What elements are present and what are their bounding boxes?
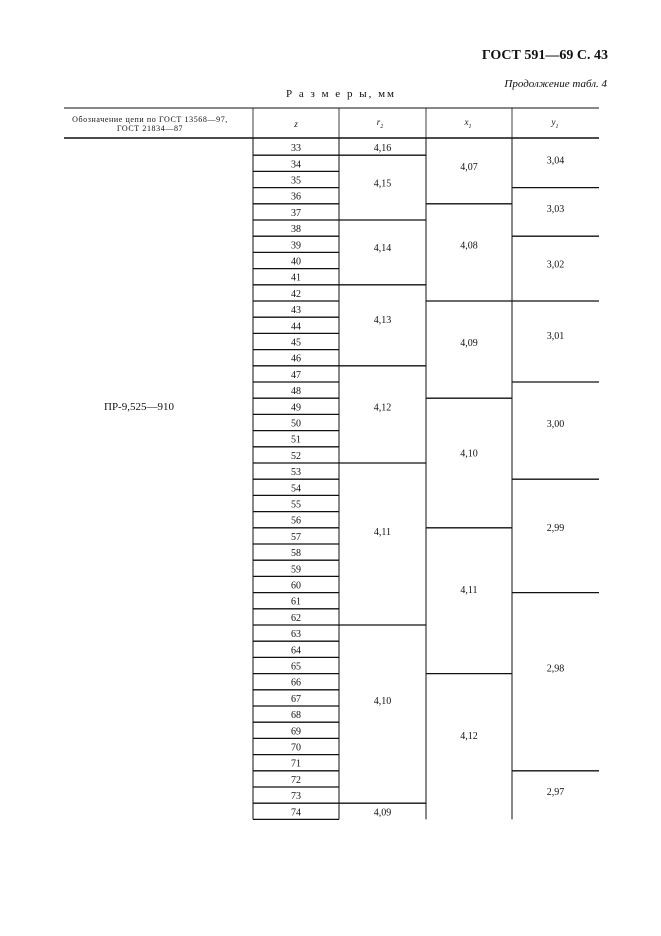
z-value: 54	[291, 483, 301, 495]
z-value: 38	[291, 224, 301, 236]
z-value: 55	[291, 499, 301, 511]
z-value: 41	[291, 272, 301, 284]
y1-value: 3,01	[546, 331, 565, 343]
z-value: 53	[291, 467, 301, 479]
z-value: 60	[291, 580, 301, 592]
z-value: 35	[291, 175, 301, 187]
r2-value: 4,12	[373, 402, 392, 414]
x1-value: 4,09	[460, 337, 478, 349]
z-value: 57	[291, 531, 301, 543]
z-value: 42	[291, 288, 301, 300]
z-value: 44	[291, 321, 301, 333]
col-header-z: z	[294, 119, 298, 129]
z-value: 39	[291, 240, 301, 252]
z-value: 36	[291, 191, 301, 203]
z-value: 43	[291, 305, 301, 317]
x1-value: 4,11	[460, 585, 478, 597]
z-value: 50	[291, 418, 301, 430]
z-value: 70	[291, 742, 301, 754]
gost-page-header: ГОСТ 591—69 С. 43	[481, 48, 608, 63]
y1-value: 2,98	[546, 663, 565, 675]
table-cells	[291, 143, 564, 818]
z-value: 59	[291, 564, 301, 576]
z-value: 40	[291, 256, 301, 268]
col-header-y1: $y_1$	[551, 117, 559, 130]
r2-value: 4,16	[373, 143, 392, 155]
col-header-designation-line2: ГОСТ 21834—87	[116, 124, 184, 133]
z-value: 67	[291, 693, 301, 705]
z-value: 48	[291, 386, 301, 398]
r2-value: 4,14	[373, 243, 392, 255]
chain-designation: ПР-9,525—910	[104, 401, 174, 413]
col-header-r2: $r_2$	[376, 117, 384, 130]
r2-value: 4,11	[373, 527, 392, 539]
z-value: 71	[291, 758, 301, 770]
y1-value: 2,97	[546, 787, 565, 799]
z-value: 45	[291, 337, 301, 349]
table-continuation-note: Продолжение табл. 4	[504, 78, 607, 90]
y1-value: 2,99	[546, 522, 565, 534]
z-value: 33	[291, 143, 301, 155]
z-value: 47	[291, 369, 301, 381]
col-header-designation-line1: Обозначение цепи по ГОСТ 13568—97,	[72, 115, 228, 124]
z-value: 34	[291, 159, 301, 171]
x1-value: 4,12	[460, 730, 478, 742]
z-value: 73	[291, 791, 301, 803]
z-value: 56	[291, 515, 301, 527]
table-column-headers	[72, 115, 558, 133]
z-value: 62	[291, 612, 301, 624]
z-value: 66	[291, 677, 301, 689]
x1-value: 4,07	[460, 162, 478, 174]
y1-value: 3,03	[546, 204, 565, 216]
z-value: 74	[291, 807, 301, 819]
z-value: 61	[291, 596, 301, 608]
z-value: 46	[291, 353, 301, 365]
table-grid	[64, 108, 599, 819]
z-value: 51	[291, 434, 301, 446]
r2-value: 4,10	[373, 695, 392, 707]
r2-value: 4,15	[373, 178, 392, 190]
z-value: 63	[291, 629, 301, 641]
z-value: 52	[291, 450, 301, 462]
x1-value: 4,10	[460, 448, 478, 460]
z-value: 68	[291, 710, 301, 722]
z-value: 65	[291, 661, 301, 673]
z-value: 37	[291, 207, 301, 219]
y1-value: 3,04	[546, 155, 565, 167]
y1-value: 3,02	[546, 259, 565, 271]
y1-value: 3,00	[546, 418, 565, 430]
z-value: 69	[291, 726, 301, 738]
x1-value: 4,08	[460, 240, 478, 252]
z-value: 64	[291, 645, 301, 657]
z-value: 49	[291, 402, 301, 414]
col-header-x1: $x_1$	[464, 117, 472, 130]
r2-value: 4,09	[373, 807, 392, 819]
z-value: 72	[291, 774, 301, 786]
r2-value: 4,13	[373, 314, 392, 326]
sizes-caption: Р а з м е р ы, мм	[286, 88, 397, 100]
z-value: 58	[291, 548, 301, 560]
